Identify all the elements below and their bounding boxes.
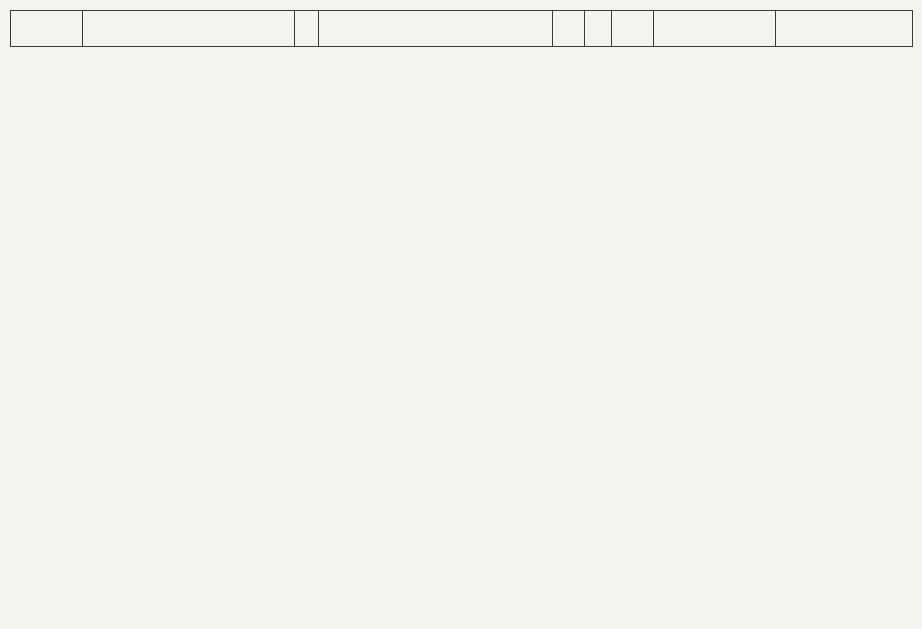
- header-major-code: [295, 11, 319, 47]
- header-major-name: [319, 11, 553, 47]
- header-school-name: [83, 11, 295, 47]
- watermark: [311, 165, 629, 334]
- header-row: [11, 11, 913, 47]
- header-remark: [776, 11, 913, 47]
- header-school-code: [11, 11, 83, 47]
- header-extra-test: [585, 11, 612, 47]
- header-enroll: [612, 11, 654, 47]
- header-region: [654, 11, 776, 47]
- enrollment-table: [10, 10, 913, 47]
- header-duration: [553, 11, 585, 47]
